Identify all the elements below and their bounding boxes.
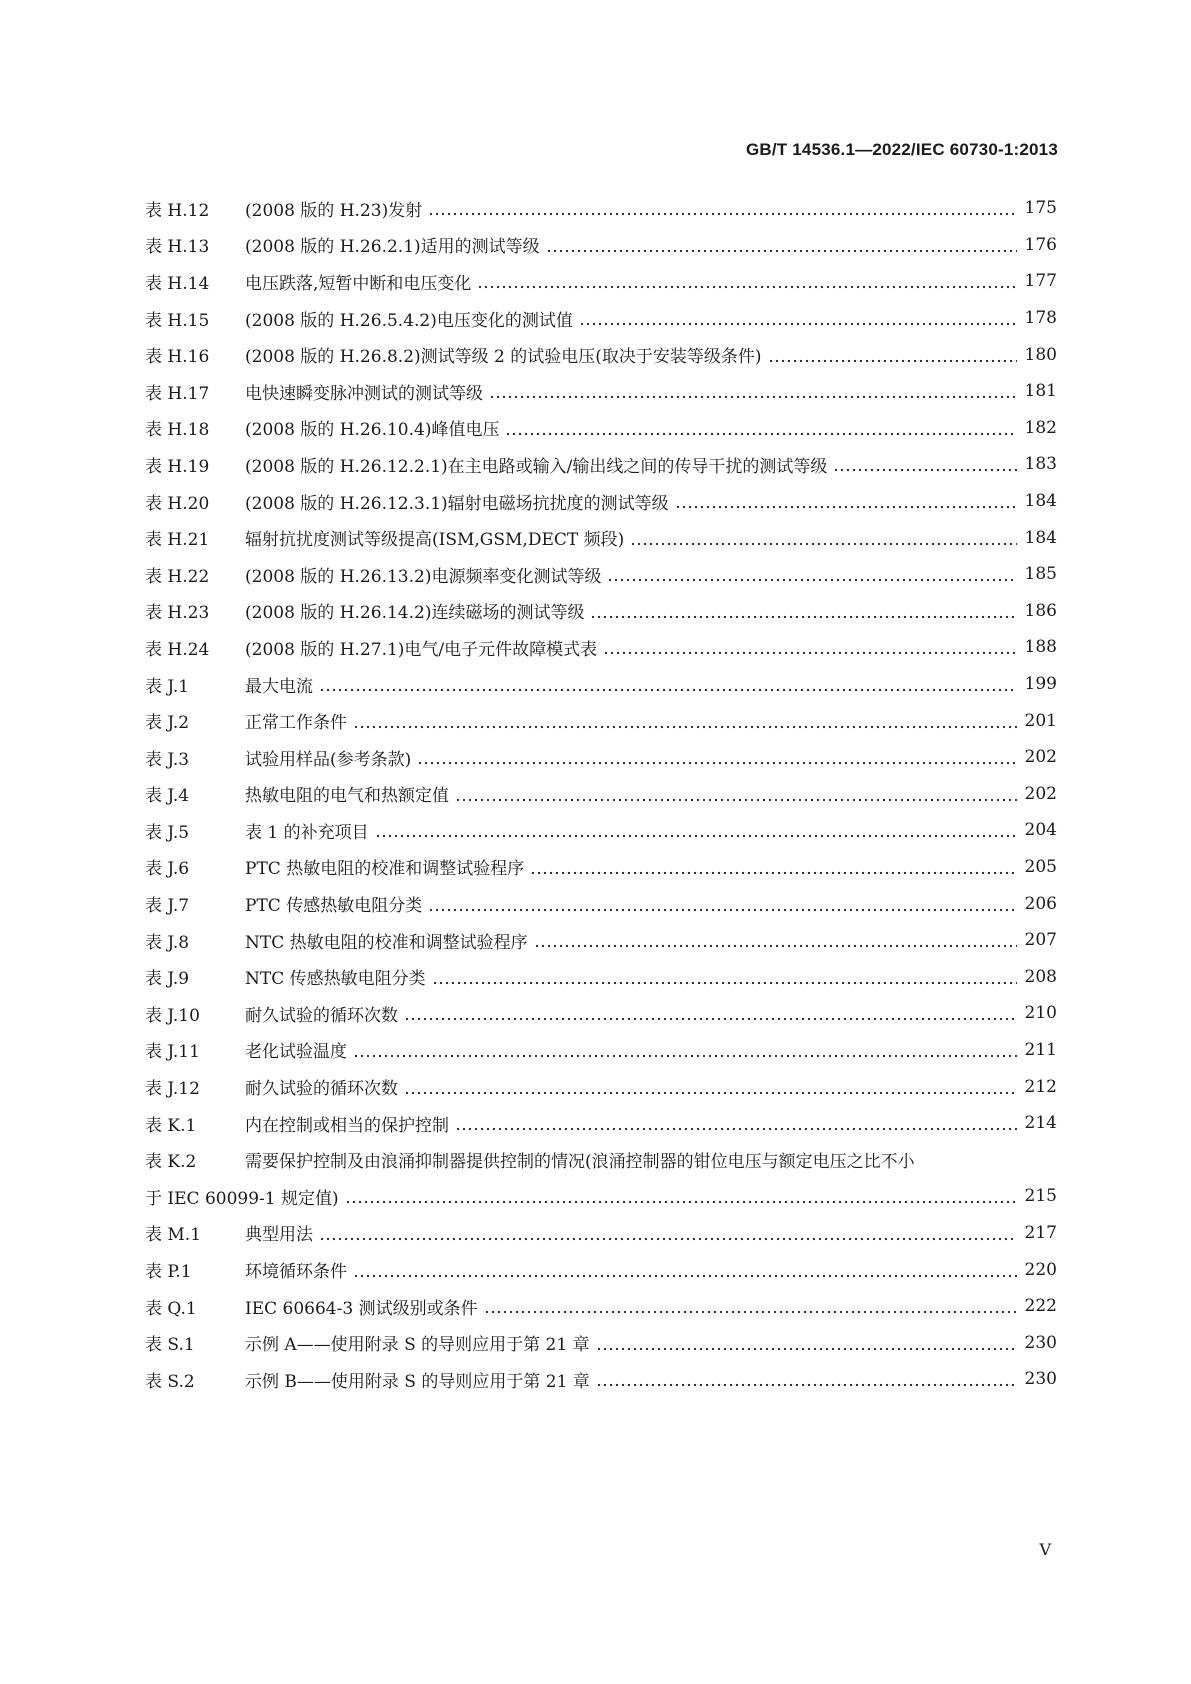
toc-entry-title: 老化试验温度: [245, 1042, 347, 1063]
toc-entry-label: 表 H.15: [145, 310, 210, 331]
toc-entry[interactable]: [145, 1361, 1057, 1398]
toc-entry-label: 表 J.5: [145, 822, 190, 843]
toc-entry-label: 表 Q.1: [145, 1298, 197, 1319]
toc-entry[interactable]: [145, 776, 1057, 813]
dot-leader: [428, 895, 1017, 913]
dot-leader: [432, 968, 1017, 986]
toc-entry-page: 183: [1024, 454, 1057, 475]
toc-entry-title: 示例 B——使用附录 S 的导则应用于第 21 章: [245, 1371, 590, 1392]
toc-entry-title: NTC 热敏电阻的校准和调整试验程序: [245, 932, 528, 953]
toc-entry-title: 最大电流: [245, 676, 313, 697]
toc-entry-title: 典型用法: [245, 1225, 313, 1246]
dot-leader: [428, 199, 1017, 217]
dot-leader: [455, 1114, 1017, 1132]
toc-entry[interactable]: [145, 483, 1057, 520]
toc-entry-page: 202: [1024, 783, 1057, 804]
toc-entry[interactable]: [145, 519, 1057, 556]
toc-entry-page: 208: [1024, 966, 1057, 987]
dot-leader: [477, 272, 1017, 290]
toc-entry-page: 178: [1024, 308, 1057, 329]
toc-entry[interactable]: [145, 958, 1057, 995]
toc-entry-title: 试验用样品(参考条款): [245, 749, 412, 770]
dot-leader: [607, 565, 1017, 583]
toc-entry[interactable]: [145, 446, 1057, 483]
standard-code-header: GB/T 14536.1—2022/IEC 60730-1:2013: [745, 140, 1058, 159]
toc-entry-title-continued: 于 IEC 60099-1 规定值): [145, 1188, 339, 1209]
dot-leader: [505, 419, 1017, 437]
toc-entry-page: 176: [1024, 234, 1057, 255]
toc-entry[interactable]: [145, 1105, 1057, 1142]
dot-leader: [596, 1334, 1017, 1352]
dot-leader: [484, 1297, 1017, 1315]
dot-leader: [489, 382, 1017, 400]
toc-entry-page: 212: [1024, 1076, 1057, 1097]
toc-entry-page: 214: [1024, 1113, 1057, 1134]
dot-leader: [603, 638, 1017, 656]
toc-entry[interactable]: [145, 885, 1057, 922]
dot-leader: [375, 821, 1017, 839]
toc-entry-page: 186: [1024, 600, 1057, 621]
toc-entry[interactable]: [145, 922, 1057, 959]
toc-entry[interactable]: [145, 1032, 1057, 1069]
toc-entry-label: 表 H.21: [145, 530, 210, 551]
toc-entry-label: 表 M.1: [145, 1225, 202, 1246]
dot-leader: [768, 346, 1017, 364]
toc-entry-page: 184: [1024, 491, 1057, 512]
toc-entry-label: 表 H.17: [145, 383, 210, 404]
toc-entry-page: 220: [1024, 1259, 1057, 1280]
toc-entry-label: 表 J.11: [145, 1042, 200, 1063]
toc-entry-title: 需要保护控制及由浪涌抑制器提供控制的情况(浪涌控制器的钳位电压与额定电压之比不小: [245, 1152, 915, 1173]
toc-entry[interactable]: [145, 1141, 1057, 1178]
toc-entry[interactable]: [145, 812, 1057, 849]
toc-entry-page: 230: [1024, 1332, 1057, 1353]
toc-entry-label: 表 H.12: [145, 200, 210, 221]
toc-entry-title: (2008 版的 H.26.2.1)适用的测试等级: [245, 237, 540, 258]
table-of-contents: [145, 190, 1057, 1398]
toc-entry-title: 环境循环条件: [245, 1262, 347, 1283]
toc-entry-label: 表 H.22: [145, 566, 210, 587]
dot-leader: [417, 748, 1017, 766]
toc-entry[interactable]: [145, 227, 1057, 264]
toc-entry-title: 辐射抗扰度测试等级提高(ISM,GSM,DECT 频段): [245, 530, 625, 551]
toc-entry-page: 230: [1024, 1369, 1057, 1390]
page-number: V: [1039, 1540, 1051, 1559]
toc-entry-title: (2008 版的 H.27.1)电气/电子元件故障模式表: [245, 639, 598, 660]
toc-entry-page: 206: [1024, 893, 1057, 914]
toc-entry[interactable]: [145, 702, 1057, 739]
toc-entry-title: 内在控制或相当的保护控制: [245, 1115, 449, 1136]
dot-leader: [353, 1261, 1017, 1279]
toc-entry-page: 210: [1024, 1003, 1057, 1024]
dot-leader: [675, 492, 1017, 510]
toc-entry-title: (2008 版的 H.26.8.2)测试等级 2 的试验电压(取决于安装等级条件): [245, 347, 762, 368]
toc-entry-title: 表 1 的补充项目: [245, 822, 369, 843]
toc-entry-label: 表 J.7: [145, 896, 190, 917]
toc-entry-label: 表 H.23: [145, 603, 210, 624]
toc-entry-title: PTC 传感热敏电阻分类: [245, 896, 423, 917]
toc-entry[interactable]: [145, 849, 1057, 886]
toc-entry-page: 215: [1024, 1186, 1057, 1207]
toc-entry[interactable]: [145, 593, 1057, 630]
toc-entry-page: 180: [1024, 344, 1057, 365]
dot-leader: [546, 236, 1017, 254]
toc-entry[interactable]: [145, 995, 1057, 1032]
toc-entry-page: 188: [1024, 637, 1057, 658]
toc-entry[interactable]: [145, 666, 1057, 703]
toc-entry-title: NTC 传感热敏电阻分类: [245, 969, 426, 990]
toc-entry-page: 177: [1024, 271, 1057, 292]
toc-entry[interactable]: [145, 739, 1057, 776]
toc-entry-page: 182: [1024, 417, 1057, 438]
dot-leader: [534, 931, 1017, 949]
toc-entry-title: 热敏电阻的电气和热额定值: [245, 786, 449, 807]
toc-entry-title: 耐久试验的循环次数: [245, 1005, 398, 1026]
dot-leader: [319, 675, 1017, 693]
toc-entry[interactable]: [145, 373, 1057, 410]
toc-entry-label: 表 J.2: [145, 713, 190, 734]
toc-list: [145, 190, 1057, 1141]
toc-entry-label: 表 H.19: [145, 456, 210, 477]
toc-entry-label: 表 J.4: [145, 786, 190, 807]
toc-entry[interactable]: [145, 263, 1057, 300]
toc-entry-label: 表 J.3: [145, 749, 190, 770]
dot-leader: [404, 1004, 1017, 1022]
dot-leader: [404, 1078, 1017, 1096]
toc-entry-page: 185: [1024, 564, 1057, 585]
toc-entry-label: 表 H.24: [145, 639, 210, 660]
toc-list-tail: [145, 1215, 1057, 1398]
dot-leader: [630, 529, 1017, 547]
toc-entry-title: IEC 60664-3 测试级别或条件: [245, 1298, 478, 1319]
toc-entry-label: 表 H.13: [145, 237, 210, 258]
dot-leader: [455, 785, 1017, 803]
toc-entry-page: 201: [1024, 710, 1057, 731]
toc-entry-label: 表 J.9: [145, 969, 190, 990]
toc-entry-page: 211: [1024, 1039, 1057, 1060]
toc-entry-page: 207: [1024, 930, 1057, 951]
toc-entry-title: 电压跌落,短暂中断和电压变化: [245, 273, 472, 294]
toc-entry[interactable]: [145, 1324, 1057, 1361]
toc-entry-page: 181: [1024, 381, 1057, 402]
dot-leader: [579, 309, 1017, 327]
toc-entry-title: 耐久试验的循环次数: [245, 1079, 398, 1100]
toc-entry[interactable]: [145, 556, 1057, 593]
toc-entry-title: 电快速瞬变脉冲测试的测试等级: [245, 383, 483, 404]
toc-entry[interactable]: [145, 1251, 1057, 1288]
toc-entry[interactable]: [145, 190, 1057, 227]
dot-leader: [530, 858, 1017, 876]
toc-entry-label: 表 H.20: [145, 493, 210, 514]
toc-entry-page: 202: [1024, 747, 1057, 768]
toc-entry-page: 175: [1024, 198, 1057, 219]
toc-entry[interactable]: [145, 300, 1057, 337]
toc-entry-label: 表 S.2: [145, 1371, 195, 1392]
dot-leader: [319, 1224, 1017, 1242]
toc-entry-label: 表 P.1: [145, 1262, 192, 1283]
toc-entry-label: 表 H.14: [145, 273, 210, 294]
toc-entry-title: (2008 版的 H.26.10.4)峰值电压: [245, 420, 500, 441]
toc-entry-title: (2008 版的 H.26.12.3.1)辐射电磁场抗扰度的测试等级: [245, 493, 669, 514]
toc-entry[interactable]: [145, 1288, 1057, 1325]
toc-entry[interactable]: [145, 1068, 1057, 1105]
toc-entry[interactable]: [145, 629, 1057, 666]
toc-entry-title: (2008 版的 H.26.5.4.2)电压变化的测试值: [245, 310, 573, 331]
toc-entry-page: 204: [1024, 820, 1057, 841]
dot-leader: [590, 602, 1017, 620]
toc-entry-page: 199: [1024, 674, 1057, 695]
dot-leader: [345, 1187, 1017, 1205]
dot-leader: [596, 1370, 1017, 1388]
toc-entry-label: 表 S.1: [145, 1335, 195, 1356]
toc-entry-label: 表 J.12: [145, 1079, 200, 1100]
toc-entry-page: 184: [1024, 527, 1057, 548]
toc-entry-title: 示例 A——使用附录 S 的导则应用于第 21 章: [245, 1335, 590, 1356]
toc-entry-page: 222: [1024, 1296, 1057, 1317]
toc-entry-title: (2008 版的 H.26.12.2.1)在主电路或输入/输出线之间的传导干扰的测试等级: [245, 456, 828, 477]
dot-leader: [353, 1041, 1017, 1059]
toc-entry-title: (2008 版的 H.26.14.2)连续磁场的测试等级: [245, 603, 585, 624]
toc-entry-label: 表 J.6: [145, 859, 190, 880]
toc-entry-label: 表 K.1: [145, 1115, 197, 1136]
dot-leader: [833, 455, 1017, 473]
toc-entry-page: 217: [1024, 1222, 1057, 1243]
toc-entry-label: 表 H.16: [145, 347, 210, 368]
toc-entry-title: 正常工作条件: [245, 713, 347, 734]
dot-leader: [353, 712, 1017, 730]
toc-entry-continuation[interactable]: [145, 1178, 1057, 1215]
toc-entry-title: (2008 版的 H.26.13.2)电源频率变化测试等级: [245, 566, 602, 587]
toc-entry-title: PTC 热敏电阻的校准和调整试验程序: [245, 859, 525, 880]
toc-entry-label: 表 J.8: [145, 932, 190, 953]
toc-entry[interactable]: [145, 410, 1057, 447]
toc-entry-label: 表 H.18: [145, 420, 210, 441]
toc-entry-label: 表 J.1: [145, 676, 190, 697]
toc-entry-label: 表 K.2: [145, 1152, 197, 1173]
toc-entry-page: 205: [1024, 856, 1057, 877]
toc-entry-label: 表 J.10: [145, 1005, 200, 1026]
toc-entry[interactable]: [145, 336, 1057, 373]
toc-entry-title: (2008 版的 H.23)发射: [245, 200, 423, 221]
toc-entry[interactable]: [145, 1215, 1057, 1252]
